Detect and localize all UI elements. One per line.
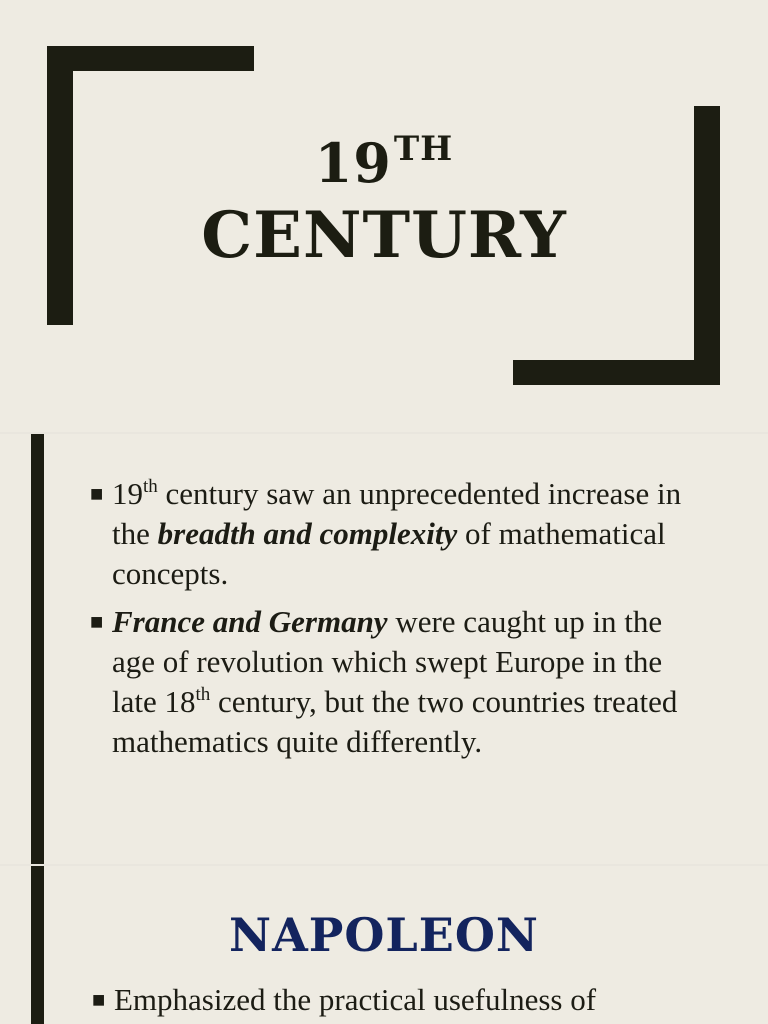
title-superscript: TH [393,129,454,169]
frame-top-left-horizontal [47,46,254,71]
bullet-text [112,602,700,762]
bullet-square-icon: ■ [92,987,106,1012]
content-slide [0,434,768,864]
left-accent-bar [31,434,44,864]
title-number: 19 [314,131,392,195]
bullet-square-icon: ■ [90,481,104,506]
bullet-text-part: were caught up in the age of revolution which swept Europe in the late 18 [112,604,663,719]
bullet-text: Emphasized the practical usefulness of [114,982,597,1017]
napoleon-slide [0,866,768,1024]
title-slide [0,0,768,432]
bullet-emphasis: breadth and complexity [157,516,458,551]
title-line-1 [0,129,768,195]
bullet-superscript: th [143,476,158,497]
bullet-superscript: th [195,684,211,705]
bullet-item [90,474,700,594]
slide-title [0,129,768,273]
bullet-list [90,474,700,770]
bullet-item [92,980,732,1020]
bullet-text-part: century, but the two countries treated mathematics quite differently. [112,684,678,759]
bullet-item [90,602,700,762]
bullet-square-icon: ■ [90,609,104,634]
slide-title: NAPOLEON [229,908,539,962]
bullet-number: 19 [112,476,143,511]
bullet-text-part: century saw an unprecedented increase in the [112,476,682,551]
frame-bottom-right-horizontal [513,360,720,385]
bullet-text [112,474,700,594]
bullet-text-part: of mathematical concepts. [112,516,666,591]
title-line-2: CENTURY [201,198,567,273]
bullet-emphasis: France and Germany [112,604,388,639]
